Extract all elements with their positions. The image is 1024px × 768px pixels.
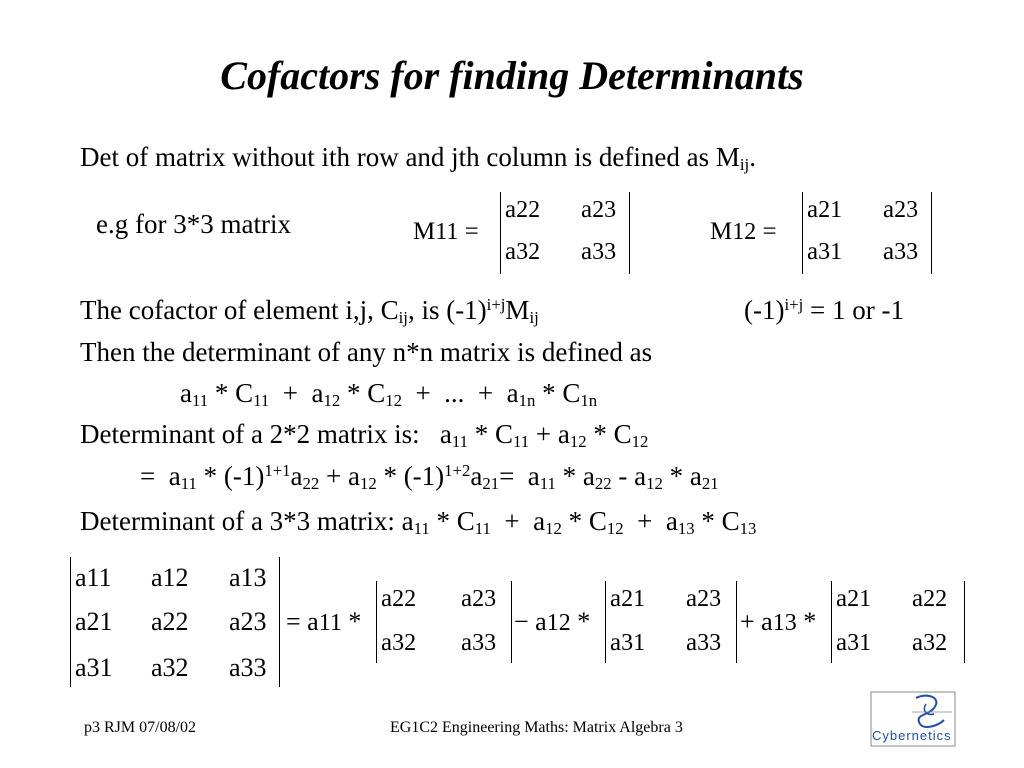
definition-sub: ij bbox=[739, 155, 750, 175]
big-determinant bbox=[70, 557, 280, 687]
big-cell: a22 bbox=[151, 607, 189, 636]
op-a13: + a13 * bbox=[740, 607, 817, 636]
page-title: Cofactors for finding Determinants bbox=[220, 53, 804, 98]
big-cell: a31 bbox=[75, 653, 113, 682]
minor2-determinant: a21 a23 a31 a33 bbox=[605, 581, 737, 663]
m12-cell-a23: a23 bbox=[883, 196, 919, 223]
m11-subscript: 11 bbox=[435, 219, 459, 245]
definition-line bbox=[80, 141, 756, 173]
op-a12: − a12 * bbox=[514, 607, 591, 636]
eq-a11: = a11 * bbox=[286, 607, 362, 636]
m11-determinant bbox=[500, 192, 630, 274]
m11-lhs bbox=[413, 218, 479, 246]
det3-line: Determinant of a 3*3 matrix: $a_{11} * C_{11} + a_{12} * C_{12} + a_{13} * C_{13}$ bbox=[80, 506, 757, 539]
big-cell: a23 bbox=[229, 607, 267, 636]
logo-text: Cybernetics bbox=[872, 728, 952, 743]
big-cell: a11 bbox=[75, 563, 112, 592]
minor3-determinant: a21 a22 a31 a32 bbox=[831, 581, 965, 663]
big-cell: a33 bbox=[229, 653, 267, 682]
m12-lhs bbox=[710, 218, 777, 246]
big-cell: a32 bbox=[151, 653, 189, 682]
big-cell: a12 bbox=[151, 563, 189, 592]
cybernetics-logo bbox=[868, 690, 958, 748]
footer-center: EG1C2 Engineering Maths: Matrix Algebra 3 bbox=[390, 719, 683, 736]
big-cell: a13 bbox=[229, 563, 267, 592]
footer-left: p3 RJM 07/08/02 bbox=[84, 719, 197, 736]
m12-cell-a21: a21 bbox=[807, 196, 843, 223]
expansion-line: $a_{11} * C_{11} + a_{12} * C_{12}$ + ... + $a_{1n} * C_{1n}$ bbox=[180, 378, 598, 411]
definition-text: Det of matrix without ith row and jth column is defined as M bbox=[80, 142, 740, 172]
m11-symbol: M bbox=[413, 218, 436, 245]
then-line: Then the determinant of any n*n matrix is defined as bbox=[80, 337, 653, 367]
m12-determinant bbox=[802, 192, 932, 274]
cofactor-line: The cofactor of element i,j, $C_{ij}$, is $(-1)^{i+j}M_{ij}$ bbox=[80, 294, 539, 328]
m11-equals: = bbox=[464, 218, 479, 245]
sign-line: $(-1)^{i+j} = 1$ or -1 bbox=[744, 294, 904, 325]
m11-cell-a33: a33 bbox=[581, 238, 617, 265]
m12-subscript: 12 bbox=[732, 219, 757, 245]
big-cell: a21 bbox=[75, 607, 113, 636]
m12-cell-a33: a33 bbox=[883, 238, 919, 265]
definition-end: . bbox=[749, 142, 756, 172]
example-label: e.g for 3*3 matrix bbox=[96, 209, 291, 239]
m11-cell-a22: a22 bbox=[505, 196, 541, 223]
m12-symbol: M bbox=[710, 218, 733, 245]
m11-cell-a23: a23 bbox=[581, 196, 617, 223]
m11-cell-a32: a32 bbox=[505, 238, 541, 265]
det2-expansion: = $a_{11} * (-1)^{1+1}a_{22} + a_{12} * (-1)^{1+2}a_{21}= a_{11} * a_{22} - a_{12} * a_{21}$ bbox=[140, 460, 719, 494]
m12-equals: = bbox=[762, 218, 777, 245]
det2-line: Determinant of a 2*2 matrix is: $a_{11} * C_{11} + a_{12} * C_{12}$ bbox=[80, 419, 649, 452]
minor1-determinant: a22 a23 a32 a33 bbox=[376, 581, 512, 663]
m12-cell-a31: a31 bbox=[807, 238, 843, 265]
